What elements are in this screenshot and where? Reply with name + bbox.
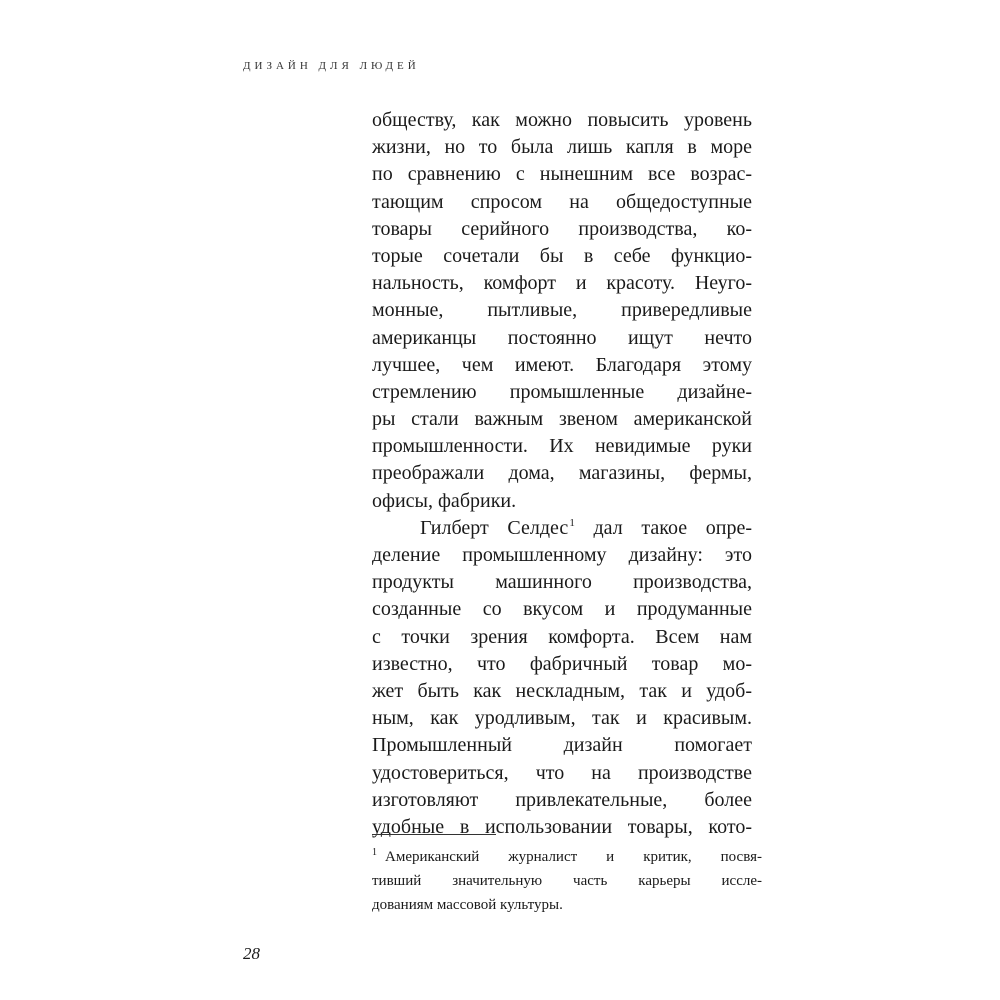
footnote-divider — [372, 834, 496, 835]
text-line: удобные в использовании товары, кото- — [372, 815, 752, 838]
text-fragment: Гилберт Селдес — [420, 516, 569, 539]
footnote-reference[interactable]: 1 — [569, 517, 575, 530]
footnote — [372, 845, 762, 917]
running-head: ДИЗАЙН ДЛЯ ЛЮДЕЙ — [243, 60, 420, 72]
text-line: монные, пытливые, привередливые — [372, 299, 752, 322]
text-line: известно, что фабричный товар мо- — [372, 652, 752, 675]
text-line: жет быть как нескладным, так и удоб- — [372, 679, 752, 702]
text-line: по сравнению с нынешним все возрас- — [372, 163, 752, 186]
text-line: с точки зрения комфорта. Всем нам — [372, 625, 752, 648]
text-line: торые сочетали бы в себе функцио- — [372, 244, 752, 267]
text-fragment: дал такое опре- — [574, 516, 752, 539]
text-line: нальность, комфорт и красоту. Неуго- — [372, 272, 752, 295]
text-line: лучшее, чем имеют. Благодаря этому — [372, 353, 752, 376]
paragraph-first-line — [372, 515, 752, 542]
footnote-text: Американский журналист и критик, посвя- — [385, 849, 762, 865]
text-line: офисы, фабрики. — [372, 489, 517, 512]
text-line: созданные со вкусом и продуманные — [372, 598, 752, 621]
text-line: удостовериться, что на производстве — [372, 761, 752, 784]
text-line: ным, как уродливым, так и красивым. — [372, 707, 752, 730]
text-line: товары серийного производства, ко- — [372, 217, 752, 240]
text-line: продукты машинного производства, — [372, 571, 752, 594]
text-line: стремлению промышленные дизайне- — [372, 380, 752, 403]
text-line: жизни, но то была лишь капля в море — [372, 136, 752, 159]
footnote-line: тивший значительную часть карьеры иссле- — [372, 873, 762, 889]
text-line: тающим спросом на общедоступные — [372, 190, 752, 213]
footnote-line — [372, 845, 762, 869]
text-line: Промышленный дизайн помогает — [372, 734, 752, 757]
text-line: американцы постоянно ищут нечто — [372, 326, 752, 349]
footnote-marker: 1 — [372, 847, 377, 858]
text-line: обществу, как можно повысить уровень — [372, 109, 752, 131]
text-line: деление промышленному дизайну: это — [372, 544, 752, 566]
text-line: изготовляют привлекательные, более — [372, 788, 752, 811]
text-line: ры стали важным звеном американской — [372, 408, 752, 431]
footnote-line: дованиям массовой культуры. — [372, 897, 563, 913]
text-line: промышленности. Их невидимые руки — [372, 435, 752, 458]
text-line: преображали дома, магазины, фермы, — [372, 462, 752, 485]
page-number: 28 — [243, 944, 260, 963]
body-text — [372, 107, 752, 841]
